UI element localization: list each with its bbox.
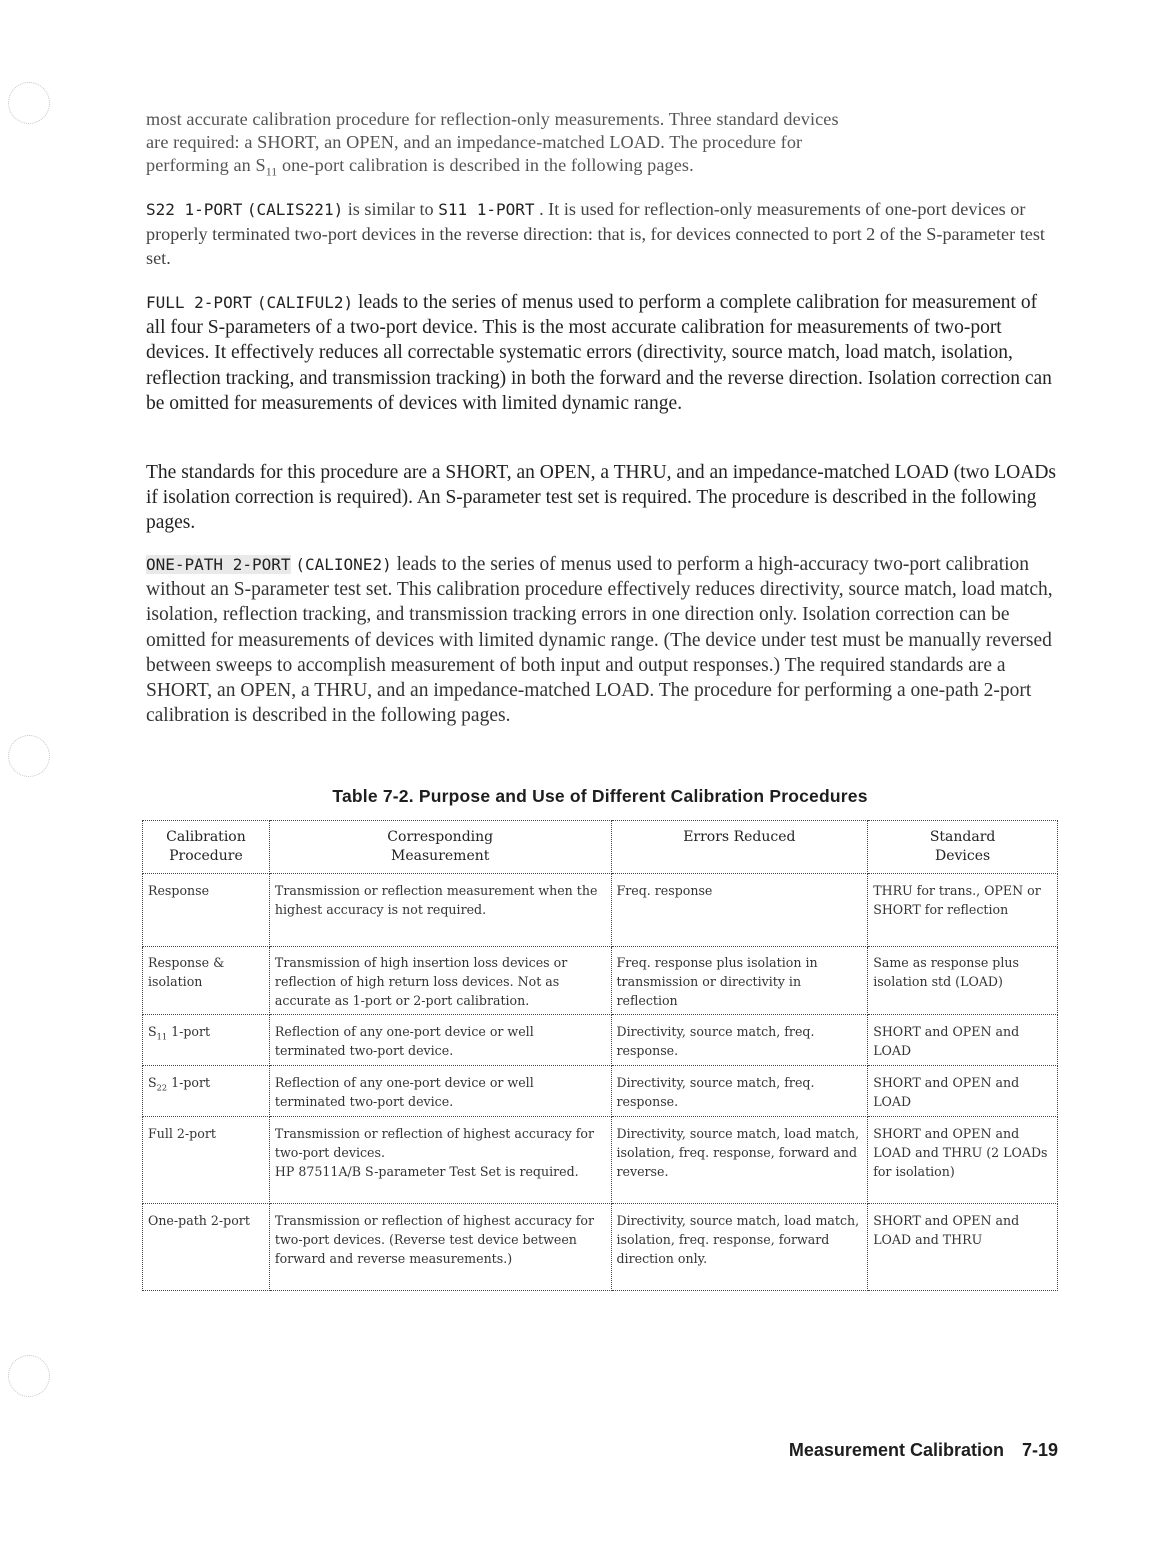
cell-procedure: $S_{22}$ 1-port — [143, 1066, 270, 1117]
cell-measurement: Transmission of high insertion loss devices or reflection of high return loss devices. Not as accurate as 1-port or 2-port calibration. — [269, 947, 611, 1015]
command-code: (CALIFUL2) — [256, 293, 354, 312]
cell-errors: Freq. response — [611, 874, 868, 947]
punch-hole-mark — [8, 1355, 50, 1397]
softkey-full-2-port: FULL 2-PORT — [146, 293, 252, 312]
table-row — [143, 1015, 1058, 1066]
cell-procedure: $S_{11}$ 1-port — [143, 1015, 270, 1066]
cell-procedure: Full 2-port — [143, 1117, 270, 1204]
text: is similar to — [343, 199, 439, 219]
cell-errors: Directivity, source match, load match, isolation, freq. response, forward direction only. — [611, 1204, 868, 1291]
cell-measurement: Transmission or reflection of highest accuracy for two-port devices. (Reverse test device between forward and reverse measurements.) — [269, 1204, 611, 1291]
cell-errors: Directivity, source match, freq. response. — [611, 1066, 868, 1117]
softkey-one-path-2-port: ONE-PATH 2-PORT — [146, 555, 291, 574]
punch-hole-mark — [8, 82, 50, 124]
text-line: are required: a SHORT, an OPEN, and an impedance-matched LOAD. The procedure for — [146, 132, 803, 152]
cell-measurement: Reflection of any one-port device or well terminated two-port device. — [269, 1015, 611, 1066]
cell-devices: SHORT and OPEN and LOAD and THRU — [868, 1204, 1058, 1291]
table-title: Table 7-2. Purpose and Use of Different Calibration Procedures — [332, 786, 868, 806]
header-calibration-procedure: Calibration Procedure — [143, 821, 270, 874]
cell-procedure: Response & isolation — [143, 947, 270, 1015]
paragraph-full-2-port-standards — [146, 460, 1058, 536]
table-row — [143, 1204, 1058, 1291]
paragraph-one-path-2-port — [146, 552, 1058, 728]
text: The standards for this procedure are a SHORT, an OPEN, a THRU, and an impedance-matched LOAD (two LOADs if isolation correction is required). An S-parameter test set is required. The procedure is described in the following pages. — [146, 462, 1057, 534]
text-line: one-port calibration is described in the following pages. — [277, 155, 694, 175]
paragraph-s22-1-port — [146, 197, 1058, 270]
table-row — [143, 874, 1058, 947]
cell-measurement: Transmission or reflection of highest accuracy for two-port devices. HP 87511A/B S-parameter Test Set is required. — [269, 1117, 611, 1204]
softkey-s22-1-port: S22 1-PORT — [146, 200, 243, 219]
footer-section-title: Measurement Calibration — [788, 1440, 1004, 1460]
page-footer — [789, 1440, 1058, 1461]
cell-devices: SHORT and OPEN and LOAD — [868, 1066, 1058, 1117]
text: leads to the series of menus used to perform a complete calibration for measurement of all four S-parameters of a two-port device. This is the most accurate calibration for measurements of two-port devices. It effectively reduces all correctable systematic errors (directivity, source match, load match, isolation, reflection tracking, and transmission tracking) in both the forward and the reverse direction. Isolation correction can be omitted for measurements of devices with limited dynamic range. — [146, 292, 1052, 414]
text-line: most accurate calibration procedure for reflection-only measurements. Three standard devices — [146, 109, 839, 129]
punch-hole-mark — [8, 735, 50, 777]
cell-errors: Freq. response plus isolation in transmission or directivity in reflection — [611, 947, 868, 1015]
subscript: 11 — [265, 164, 278, 179]
table-row — [143, 1117, 1058, 1204]
softkey-s11-1-port: S11 1-PORT — [438, 200, 535, 219]
table-row — [143, 947, 1058, 1015]
cell-devices: Same as response plus isolation std (LOAD) — [868, 947, 1058, 1015]
cell-procedure: Response — [143, 874, 270, 947]
cell-devices: SHORT and OPEN and LOAD — [868, 1015, 1058, 1066]
calibration-procedures-table — [142, 820, 1058, 1291]
header-errors-reduced: Errors Reduced — [611, 821, 868, 874]
cell-devices: THRU for trans., OPEN or SHORT for reflection — [868, 874, 1058, 947]
cell-procedure: One-path 2-port — [143, 1204, 270, 1291]
table-row — [143, 1066, 1058, 1117]
cell-devices: SHORT and OPEN and LOAD and THRU (2 LOADs for isolation) — [868, 1117, 1058, 1204]
header-corresponding-measurement: Corresponding Measurement — [269, 821, 611, 874]
table-header-row — [143, 821, 1058, 874]
text: leads to the series of menus used to perform a high-accuracy two-port calibration without an S-parameter test set. This calibration procedure effectively reduces directivity, source match, load match, isolation, reflection tracking, and transmission tracking errors in one direction only. Isolation correction can be omitted for measurements of devices with limited dynamic range. (The device under test must be manually reversed between sweeps to accomplish measurement of both input and output responses.) The required standards are a SHORT, an OPEN, a THRU, and an impedance-matched LOAD. The procedure for performing a one-path 2-port calibration is described in the following pages. — [146, 554, 1053, 727]
page-number: 7-19 — [1021, 1440, 1058, 1460]
text-line: performing an S — [146, 155, 266, 175]
text: . It is used for reflection-only measurements of one-port devices or properly terminated two-port devices in the reverse direction: that is, for devices connected to port 2 of the S-parameter test set. — [146, 199, 1045, 268]
cell-errors: Directivity, source match, load match, isolation, freq. response, forward and reverse. — [611, 1117, 868, 1204]
command-code: (CALIS221) — [246, 200, 344, 219]
paragraph-full-2-port — [146, 290, 1058, 416]
header-standard-devices: Standard Devices — [868, 821, 1058, 874]
cell-errors: Directivity, source match, freq. response. — [611, 1015, 868, 1066]
cell-measurement: Transmission or reflection measurement when the highest accuracy is not required. — [269, 874, 611, 947]
command-code: (CALIONE2) — [295, 555, 392, 574]
cell-measurement: Reflection of any one-port device or well terminated two-port device. — [269, 1066, 611, 1117]
paragraph-one-port-intro — [146, 108, 1058, 184]
